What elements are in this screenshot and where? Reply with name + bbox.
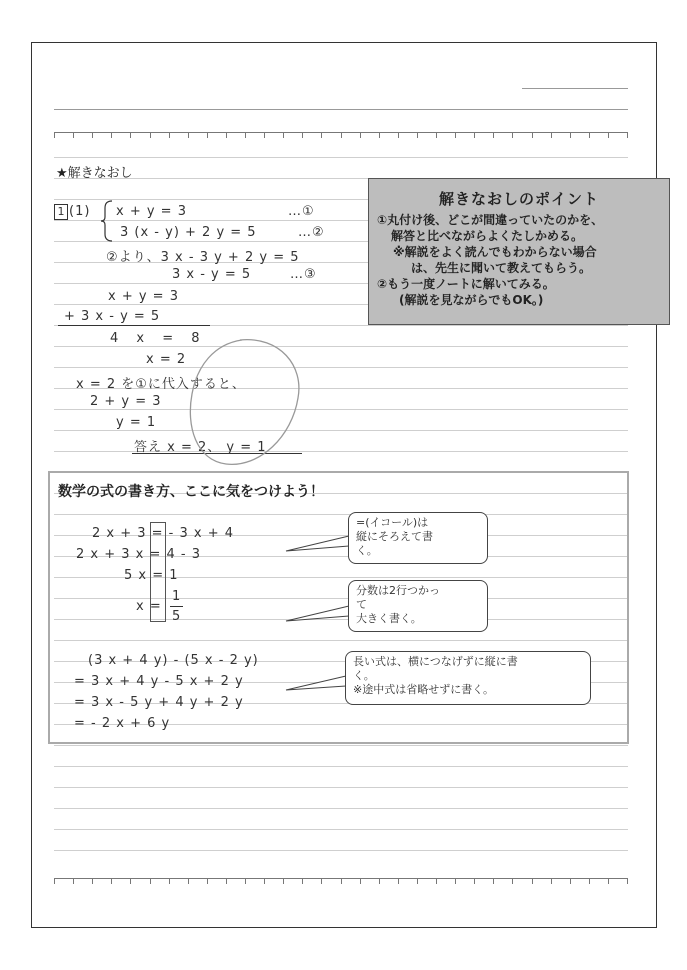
tips-title: 数学の式の書き方、ここに気をつけよう！ [58, 484, 324, 500]
step-1: ②より、3 x - 3 y + 2 y = 5 [106, 250, 300, 265]
callout-line: 縦にそろえて書 [356, 530, 433, 543]
problem-part: (1) [69, 204, 91, 219]
eq-b-line: (3 x + 4 y) - (5 x - 2 y) [88, 653, 259, 668]
callout-long-expression [345, 651, 591, 705]
equation-2: 3 (x - y) + 2 y = 5 [120, 225, 257, 240]
callout-line: く。 [353, 669, 375, 682]
eq-a-line: 2 x + 3 x = 4 - 3 [76, 547, 202, 562]
callout-fraction [348, 580, 488, 632]
eq-a-line: 5 x = 1 [124, 568, 179, 583]
callout-line: =(イコール)は [356, 516, 429, 529]
step-2-mark: …③ [290, 267, 317, 282]
eq-b-line: = 3 x + 4 y - 5 x + 2 y [74, 674, 244, 689]
eq-b-line: = - 2 x + 6 y [74, 716, 171, 731]
eq-a-fraction-left: x = [136, 599, 162, 614]
add-line-1: x + y = 3 [108, 289, 179, 304]
step-2: 3 x - y = 5 [172, 267, 252, 282]
callout-line: く。 [356, 544, 378, 557]
callout-line: ※途中式は省略せずに書く。 [353, 683, 494, 696]
answer: 答え x = 2、 y = 1 [134, 440, 267, 455]
callout-equals [348, 512, 488, 564]
point-line: ①丸付け後、どこが間違っていたのかを、 [377, 213, 604, 227]
point-line: (解説を見ながらでもOK。) [399, 293, 544, 307]
add-line-2: + 3 x - y = 5 [64, 309, 161, 324]
fraction-numerator: 1 [172, 589, 182, 604]
equation-2-mark: …② [298, 225, 325, 240]
eq-a-line: 2 x + 3 = - 3 x + 4 [92, 526, 235, 541]
review-points-title: 解きなおしのポイント [438, 190, 599, 208]
sub-line-1: 2 + y = 3 [90, 394, 162, 409]
sum-line: 4 x = 8 [110, 331, 201, 346]
point-line: ②もう一度ノートに解いてみる。 [377, 277, 555, 291]
sub-line-2: y = 1 [116, 415, 157, 430]
callout-line: 大きく書く。 [356, 612, 422, 625]
point-line: ※解説をよく読んでもわからない場合 [393, 245, 597, 259]
callout-line: て [356, 598, 367, 611]
page-title: ★解きなおし [56, 166, 133, 181]
equation-1: x + y = 3 [116, 204, 187, 219]
x-value: x = 2 [146, 352, 187, 367]
callout-line: 長い式は、横につなげずに縦に書 [353, 655, 518, 668]
point-line: 解答と比べながらよくたしかめる。 [391, 229, 584, 243]
problem-number: 1 [54, 204, 68, 220]
fraction-denominator: 5 [172, 609, 182, 624]
eq-b-line: = 3 x - 5 y + 4 y + 2 y [74, 695, 244, 710]
callout-line: 分数は2行つかっ [356, 584, 440, 597]
equation-1-mark: …① [288, 204, 315, 219]
point-line: は、先生に聞いて教えてもらう。 [411, 261, 592, 275]
substitution: x = 2 を①に代入すると、 [76, 377, 246, 392]
